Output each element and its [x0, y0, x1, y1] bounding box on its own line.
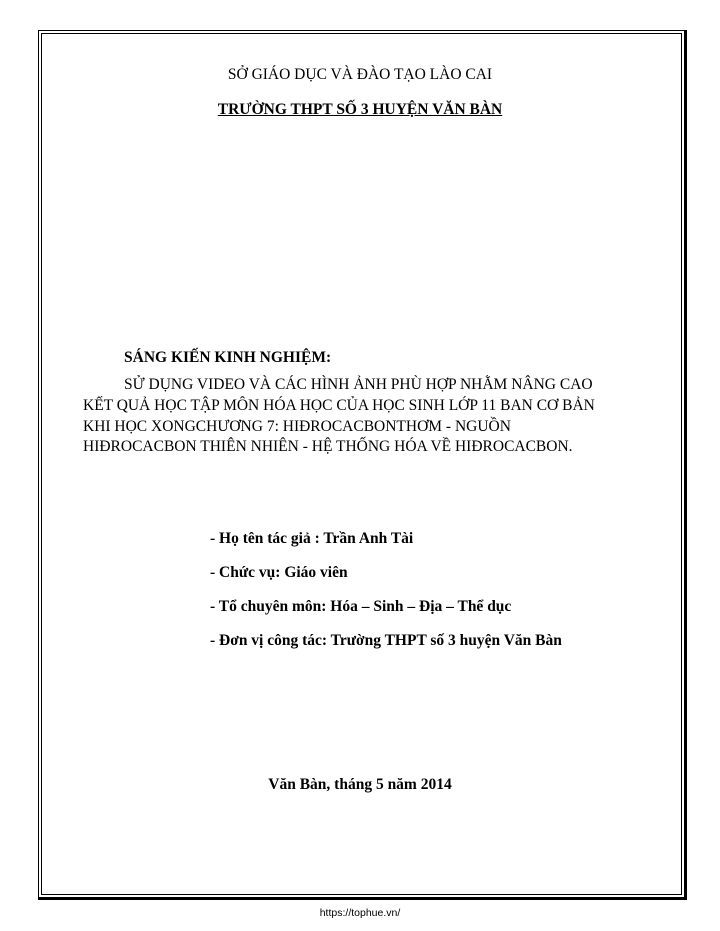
page-border: [38, 30, 687, 900]
school-name-wrapper: [0, 101, 720, 119]
initiative-title-line-1: SỬ DỤNG VIDEO VÀ CÁC HÌNH ẢNH PHÙ HỢP NHẰM NÂNG CAO: [124, 376, 593, 393]
school-name: TRƯỜNG THPT SỐ 3 HUYỆN VĂN BÀN: [217, 101, 503, 118]
author-name: - Họ tên tác giả : Trần Anh Tài: [210, 530, 414, 547]
date-place: Văn Bàn, tháng 5 năm 2014: [268, 776, 452, 793]
page-border-inner: [41, 33, 682, 895]
author-position: - Chức vụ: Giáo viên: [210, 564, 348, 581]
author-department: - Tổ chuyên môn: Hóa – Sinh – Địa – Thể dục: [210, 598, 512, 615]
initiative-title-line-2: KẾT QUẢ HỌC TẬP MÔN HÓA HỌC CỦA HỌC SINH LỚP 11 BAN CƠ BẢN: [83, 397, 595, 414]
initiative-title-line-3: KHI HỌC XONGCHƯƠNG 7: HIĐROCACBONTHƠM - NGUỒN: [83, 418, 511, 435]
initiative-heading: SÁNG KIẾN KINH NGHIỆM:: [124, 349, 332, 366]
initiative-title-line-4: HIĐROCACBON THIÊN NHIÊN - HỆ THỐNG HÓA VỀ HIĐROCACBON.: [83, 438, 573, 455]
author-workplace: - Đơn vị công tác: Trường THPT số 3 huyện Văn Bàn: [210, 632, 562, 649]
department-name: SỞ GIÁO DỤC VÀ ĐÀO TẠO LÀO CAI: [227, 66, 493, 83]
footer-url: https://tophue.vn/: [319, 907, 401, 919]
